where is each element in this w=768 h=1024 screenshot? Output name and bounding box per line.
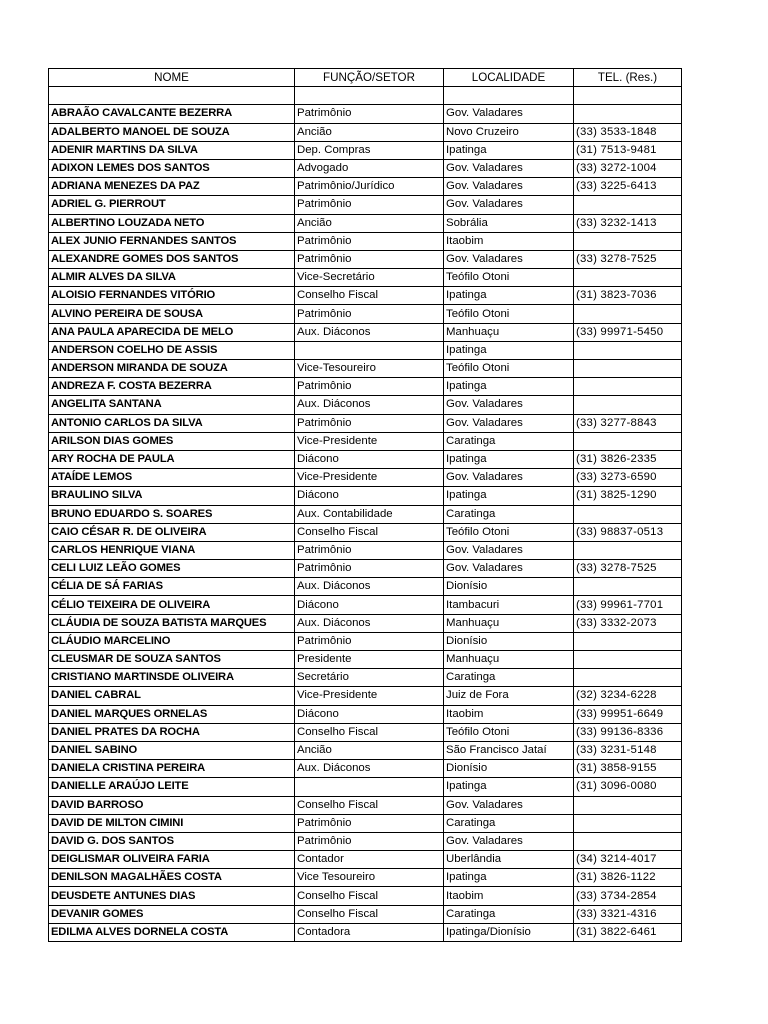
- localidade-cell: Manhuaçu: [444, 323, 574, 341]
- name-cell: DANIELLE ARAÚJO LEITE: [49, 778, 295, 796]
- name-cell: DENILSON MAGALHÃES COSTA: [49, 869, 295, 887]
- funcao-cell: [295, 778, 444, 796]
- localidade-cell: Gov. Valadares: [444, 560, 574, 578]
- name-cell: ANDERSON MIRANDA DE SOUZA: [49, 360, 295, 378]
- funcao-cell: Aux. Diáconos: [295, 614, 444, 632]
- name-cell: ANTONIO CARLOS DA SILVA: [49, 414, 295, 432]
- funcao-cell: Patrimônio: [295, 232, 444, 250]
- tel-cell: [574, 578, 682, 596]
- name-cell: DAVID G. DOS SANTOS: [49, 832, 295, 850]
- funcao-cell: Vice Tesoureiro: [295, 869, 444, 887]
- name-cell: CLÁUDIA DE SOUZA BATISTA MARQUES: [49, 614, 295, 632]
- localidade-cell: Caratinga: [444, 432, 574, 450]
- header-tel: TEL. (Res.): [574, 69, 682, 87]
- name-cell: ALEX JUNIO FERNANDES SANTOS: [49, 232, 295, 250]
- table-row: [49, 541, 682, 559]
- localidade-cell: Caratinga: [444, 505, 574, 523]
- localidade-cell: Dionísio: [444, 760, 574, 778]
- tel-cell: [574, 505, 682, 523]
- tel-cell: (31) 3826-2335: [574, 450, 682, 468]
- name-cell: ARY ROCHA DE PAULA: [49, 450, 295, 468]
- tel-cell: (33) 3232-1413: [574, 214, 682, 232]
- header-funcao: FUNÇÃO/SETOR: [295, 69, 444, 87]
- table-row: [49, 360, 682, 378]
- tel-cell: (31) 3825-1290: [574, 487, 682, 505]
- name-cell: DAVID BARROSO: [49, 796, 295, 814]
- table-row: [49, 196, 682, 214]
- name-cell: DANIEL SABINO: [49, 741, 295, 759]
- funcao-cell: Diácono: [295, 450, 444, 468]
- tel-cell: (33) 99971-5450: [574, 323, 682, 341]
- table-row: [49, 869, 682, 887]
- tel-cell: [574, 105, 682, 123]
- tel-cell: [574, 814, 682, 832]
- name-cell: ADALBERTO MANOEL DE SOUZA: [49, 123, 295, 141]
- localidade-cell: Novo Cruzeiro: [444, 123, 574, 141]
- localidade-cell: Itambacuri: [444, 596, 574, 614]
- name-cell: CLEUSMAR DE SOUZA SANTOS: [49, 651, 295, 669]
- table-row: [49, 851, 682, 869]
- table-row: [49, 159, 682, 177]
- funcao-cell: Diácono: [295, 596, 444, 614]
- tel-cell: (31) 3826-1122: [574, 869, 682, 887]
- name-cell: ADRIEL G. PIERROUT: [49, 196, 295, 214]
- tel-cell: (33) 3321-4316: [574, 905, 682, 923]
- table-row: [49, 905, 682, 923]
- tel-cell: (33) 99951-6649: [574, 705, 682, 723]
- funcao-cell: Ancião: [295, 214, 444, 232]
- tel-cell: [574, 832, 682, 850]
- localidade-cell: Manhuaçu: [444, 651, 574, 669]
- table-row: [49, 796, 682, 814]
- localidade-cell: São Francisco Jataí: [444, 741, 574, 759]
- funcao-cell: Patrimônio: [295, 632, 444, 650]
- localidade-cell: Itaobim: [444, 232, 574, 250]
- table-row: [49, 105, 682, 123]
- name-cell: BRAULINO SILVA: [49, 487, 295, 505]
- name-cell: ALMIR ALVES DA SILVA: [49, 269, 295, 287]
- name-cell: ANA PAULA APARECIDA DE MELO: [49, 323, 295, 341]
- funcao-cell: Aux. Diáconos: [295, 323, 444, 341]
- table-row: [49, 305, 682, 323]
- table-row: [49, 778, 682, 796]
- name-cell: DEVANIR GOMES: [49, 905, 295, 923]
- header-row: [49, 69, 682, 87]
- localidade-cell: Itaobim: [444, 705, 574, 723]
- funcao-cell: Conselho Fiscal: [295, 887, 444, 905]
- table-row: [49, 596, 682, 614]
- localidade-cell: Caratinga: [444, 669, 574, 687]
- name-cell: ADRIANA MENEZES DA PAZ: [49, 178, 295, 196]
- localidade-cell: Manhuaçu: [444, 614, 574, 632]
- table-row: [49, 250, 682, 268]
- blank-row: [49, 87, 682, 105]
- funcao-cell: Patrimônio: [295, 814, 444, 832]
- localidade-cell: Uberlândia: [444, 851, 574, 869]
- name-cell: ALVINO PEREIRA DE SOUSA: [49, 305, 295, 323]
- funcao-cell: Diácono: [295, 705, 444, 723]
- name-cell: ABRAÃO CAVALCANTE BEZERRA: [49, 105, 295, 123]
- localidade-cell: Teófilo Otoni: [444, 269, 574, 287]
- localidade-cell: Ipatinga: [444, 487, 574, 505]
- table-row: [49, 323, 682, 341]
- tel-cell: (33) 3225-6413: [574, 178, 682, 196]
- header-localidade: LOCALIDADE: [444, 69, 574, 87]
- funcao-cell: Diácono: [295, 487, 444, 505]
- tel-cell: (31) 3858-9155: [574, 760, 682, 778]
- funcao-cell: Patrimônio: [295, 250, 444, 268]
- table-row: [49, 832, 682, 850]
- table-row: [49, 450, 682, 468]
- localidade-cell: Gov. Valadares: [444, 105, 574, 123]
- localidade-cell: Ipatinga/Dionísio: [444, 923, 574, 941]
- funcao-cell: [295, 341, 444, 359]
- tel-cell: [574, 360, 682, 378]
- name-cell: DEIGLISMAR OLIVEIRA FARIA: [49, 851, 295, 869]
- funcao-cell: Contador: [295, 851, 444, 869]
- name-cell: CRISTIANO MARTINSDE OLIVEIRA: [49, 669, 295, 687]
- localidade-cell: Dionísio: [444, 632, 574, 650]
- tel-cell: (31) 7513-9481: [574, 141, 682, 159]
- localidade-cell: Teófilo Otoni: [444, 523, 574, 541]
- table-row: [49, 178, 682, 196]
- tel-cell: [574, 196, 682, 214]
- funcao-cell: Conselho Fiscal: [295, 796, 444, 814]
- table-row: [49, 741, 682, 759]
- table-row: [49, 760, 682, 778]
- funcao-cell: Patrimônio/Jurídico: [295, 178, 444, 196]
- table-row: [49, 814, 682, 832]
- table-row: [49, 287, 682, 305]
- table-body: [49, 87, 682, 942]
- table-row: [49, 505, 682, 523]
- tel-cell: [574, 796, 682, 814]
- localidade-cell: Gov. Valadares: [444, 159, 574, 177]
- funcao-cell: Aux. Contabilidade: [295, 505, 444, 523]
- tel-cell: (33) 3734-2854: [574, 887, 682, 905]
- localidade-cell: Ipatinga: [444, 141, 574, 159]
- table-row: [49, 378, 682, 396]
- localidade-cell: Teófilo Otoni: [444, 305, 574, 323]
- tel-cell: (34) 3214-4017: [574, 851, 682, 869]
- table-row: [49, 687, 682, 705]
- tel-cell: (33) 3533-1848: [574, 123, 682, 141]
- funcao-cell: Dep. Compras: [295, 141, 444, 159]
- localidade-cell: Ipatinga: [444, 450, 574, 468]
- name-cell: EDILMA ALVES DORNELA COSTA: [49, 923, 295, 941]
- tel-cell: [574, 378, 682, 396]
- name-cell: ANDREZA F. COSTA BEZERRA: [49, 378, 295, 396]
- name-cell: CLÁUDIO MARCELINO: [49, 632, 295, 650]
- localidade-cell: Teófilo Otoni: [444, 723, 574, 741]
- table-row: [49, 414, 682, 432]
- funcao-cell: Conselho Fiscal: [295, 723, 444, 741]
- funcao-cell: Ancião: [295, 741, 444, 759]
- name-cell: ADIXON LEMES DOS SANTOS: [49, 159, 295, 177]
- localidade-cell: Ipatinga: [444, 287, 574, 305]
- tel-cell: [574, 305, 682, 323]
- table-row: [49, 614, 682, 632]
- localidade-cell: Gov. Valadares: [444, 832, 574, 850]
- tel-cell: (33) 3278-7525: [574, 560, 682, 578]
- localidade-cell: Gov. Valadares: [444, 414, 574, 432]
- name-cell: ADENIR MARTINS DA SILVA: [49, 141, 295, 159]
- tel-cell: [574, 232, 682, 250]
- table-row: [49, 669, 682, 687]
- name-cell: CARLOS HENRIQUE VIANA: [49, 541, 295, 559]
- tel-cell: (33) 3277-8843: [574, 414, 682, 432]
- blank-cell: [49, 87, 295, 105]
- tel-cell: [574, 341, 682, 359]
- tel-cell: (32) 3234-6228: [574, 687, 682, 705]
- tel-cell: (31) 3823-7036: [574, 287, 682, 305]
- funcao-cell: Vice-Presidente: [295, 469, 444, 487]
- funcao-cell: Conselho Fiscal: [295, 287, 444, 305]
- funcao-cell: Patrimônio: [295, 414, 444, 432]
- funcao-cell: Patrimônio: [295, 378, 444, 396]
- localidade-cell: Ipatinga: [444, 778, 574, 796]
- funcao-cell: Patrimônio: [295, 105, 444, 123]
- header-nome: NOME: [49, 69, 295, 87]
- table-row: [49, 396, 682, 414]
- tel-cell: [574, 632, 682, 650]
- name-cell: DANIEL PRATES DA ROCHA: [49, 723, 295, 741]
- tel-cell: (33) 3332-2073: [574, 614, 682, 632]
- name-cell: ALBERTINO LOUZADA NETO: [49, 214, 295, 232]
- tel-cell: (33) 3272-1004: [574, 159, 682, 177]
- table-row: [49, 578, 682, 596]
- funcao-cell: Aux. Diáconos: [295, 396, 444, 414]
- tel-cell: [574, 396, 682, 414]
- name-cell: ARILSON DIAS GOMES: [49, 432, 295, 450]
- name-cell: DANIELA CRISTINA PEREIRA: [49, 760, 295, 778]
- funcao-cell: Aux. Diáconos: [295, 760, 444, 778]
- localidade-cell: Ipatinga: [444, 378, 574, 396]
- localidade-cell: Gov. Valadares: [444, 196, 574, 214]
- table-row: [49, 651, 682, 669]
- funcao-cell: Presidente: [295, 651, 444, 669]
- table-row: [49, 632, 682, 650]
- localidade-cell: Ipatinga: [444, 341, 574, 359]
- name-cell: CÉLIO TEIXEIRA DE OLIVEIRA: [49, 596, 295, 614]
- tel-cell: [574, 541, 682, 559]
- name-cell: CÉLIA DE SÁ FARIAS: [49, 578, 295, 596]
- name-cell: ANDERSON COELHO DE ASSIS: [49, 341, 295, 359]
- funcao-cell: Vice-Presidente: [295, 687, 444, 705]
- localidade-cell: Itaobim: [444, 887, 574, 905]
- tel-cell: (33) 3278-7525: [574, 250, 682, 268]
- name-cell: DANIEL MARQUES ORNELAS: [49, 705, 295, 723]
- table-row: [49, 523, 682, 541]
- blank-cell: [295, 87, 444, 105]
- localidade-cell: Gov. Valadares: [444, 541, 574, 559]
- blank-cell: [444, 87, 574, 105]
- name-cell: CELI LUIZ LEÃO GOMES: [49, 560, 295, 578]
- localidade-cell: Gov. Valadares: [444, 250, 574, 268]
- table-row: [49, 723, 682, 741]
- table-row: [49, 269, 682, 287]
- localidade-cell: Caratinga: [444, 905, 574, 923]
- tel-cell: (33) 3273-6590: [574, 469, 682, 487]
- table-row: [49, 560, 682, 578]
- localidade-cell: Juiz de Fora: [444, 687, 574, 705]
- localidade-cell: Gov. Valadares: [444, 469, 574, 487]
- tel-cell: [574, 432, 682, 450]
- blank-cell: [574, 87, 682, 105]
- tel-cell: [574, 269, 682, 287]
- funcao-cell: Patrimônio: [295, 305, 444, 323]
- tel-cell: [574, 669, 682, 687]
- funcao-cell: Ancião: [295, 123, 444, 141]
- tel-cell: (33) 3231-5148: [574, 741, 682, 759]
- tel-cell: (33) 99961-7701: [574, 596, 682, 614]
- tel-cell: [574, 651, 682, 669]
- localidade-cell: Teófilo Otoni: [444, 360, 574, 378]
- localidade-cell: Dionísio: [444, 578, 574, 596]
- table-row: [49, 705, 682, 723]
- localidade-cell: Gov. Valadares: [444, 178, 574, 196]
- funcao-cell: Advogado: [295, 159, 444, 177]
- table-row: [49, 469, 682, 487]
- name-cell: DEUSDETE ANTUNES DIAS: [49, 887, 295, 905]
- funcao-cell: Secretário: [295, 669, 444, 687]
- table-row: [49, 923, 682, 941]
- name-cell: ATAÍDE LEMOS: [49, 469, 295, 487]
- funcao-cell: Patrimônio: [295, 196, 444, 214]
- tel-cell: (31) 3822-6461: [574, 923, 682, 941]
- table-row: [49, 123, 682, 141]
- tel-cell: (31) 3096-0080: [574, 778, 682, 796]
- contacts-table: [48, 68, 682, 942]
- funcao-cell: Patrimônio: [295, 560, 444, 578]
- funcao-cell: Patrimônio: [295, 541, 444, 559]
- funcao-cell: Conselho Fiscal: [295, 523, 444, 541]
- funcao-cell: Vice-Presidente: [295, 432, 444, 450]
- table-row: [49, 887, 682, 905]
- name-cell: ALOISIO FERNANDES VITÓRIO: [49, 287, 295, 305]
- tel-cell: (33) 99136-8336: [574, 723, 682, 741]
- localidade-cell: Gov. Valadares: [444, 796, 574, 814]
- table-row: [49, 341, 682, 359]
- funcao-cell: Aux. Diáconos: [295, 578, 444, 596]
- funcao-cell: Vice-Tesoureiro: [295, 360, 444, 378]
- table-row: [49, 432, 682, 450]
- name-cell: DANIEL CABRAL: [49, 687, 295, 705]
- name-cell: ALEXANDRE GOMES DOS SANTOS: [49, 250, 295, 268]
- localidade-cell: Gov. Valadares: [444, 396, 574, 414]
- table-row: [49, 487, 682, 505]
- table-row: [49, 214, 682, 232]
- funcao-cell: Patrimônio: [295, 832, 444, 850]
- name-cell: CAIO CÉSAR R. DE OLIVEIRA: [49, 523, 295, 541]
- funcao-cell: Contadora: [295, 923, 444, 941]
- tel-cell: (33) 98837-0513: [574, 523, 682, 541]
- name-cell: ANGELITA SANTANA: [49, 396, 295, 414]
- table-row: [49, 232, 682, 250]
- funcao-cell: Vice-Secretário: [295, 269, 444, 287]
- localidade-cell: Ipatinga: [444, 869, 574, 887]
- localidade-cell: Caratinga: [444, 814, 574, 832]
- name-cell: BRUNO EDUARDO S. SOARES: [49, 505, 295, 523]
- name-cell: DAVID DE MILTON CIMINI: [49, 814, 295, 832]
- localidade-cell: Sobrália: [444, 214, 574, 232]
- table-row: [49, 141, 682, 159]
- funcao-cell: Conselho Fiscal: [295, 905, 444, 923]
